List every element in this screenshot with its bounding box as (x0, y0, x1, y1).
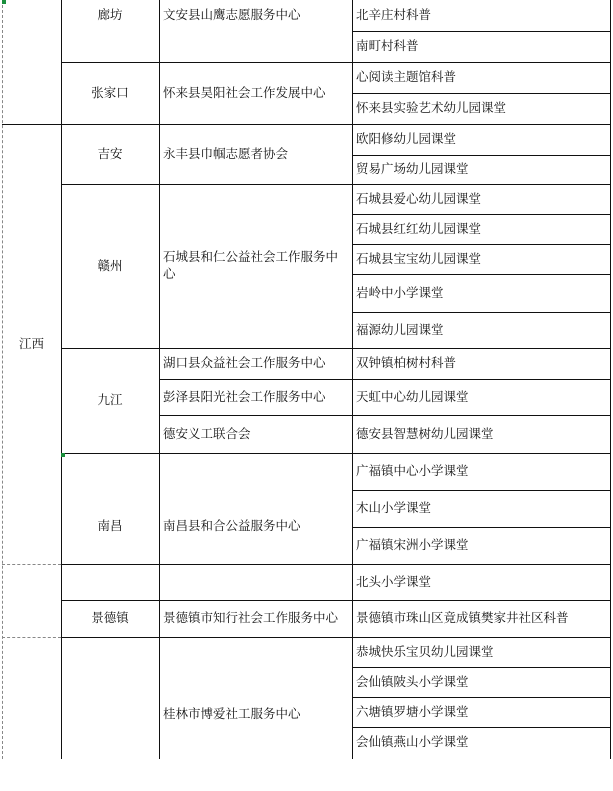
org-cell: 湖口县众益社会工作服务中心 (163, 355, 326, 371)
city-cell: 张家口 (91, 84, 129, 100)
grid-line (2, 637, 61, 638)
city-cell: 赣州 (97, 257, 123, 273)
city-cell: 九江 (97, 392, 123, 408)
project-cell: 怀来县实验艺术幼儿园课堂 (356, 100, 507, 116)
province-cell: 江西 (18, 335, 44, 351)
project-cell: 双钟镇柏树村科普 (356, 355, 457, 371)
project-cell: 景德镇市珠山区竟成镇樊家井社区科普 (356, 610, 569, 626)
project-cell: 欧阳修幼儿园课堂 (356, 131, 457, 147)
org-cell: 永丰县巾帼志愿者协会 (163, 145, 289, 161)
project-cell: 岩岭中小学课堂 (356, 284, 444, 300)
project-cell: 石城县宝宝幼儿园课堂 (356, 250, 482, 266)
org-cell: 怀来县昊阳社会工作发展中心 (163, 84, 326, 100)
project-cell: 福源幼儿园课堂 (356, 321, 444, 337)
org-cell: 桂林市博爱社工服务中心 (163, 705, 301, 721)
project-cell: 天虹中心幼儿园课堂 (356, 388, 469, 404)
city-cell: 景德镇 (91, 610, 129, 626)
project-cell: 木山小学课堂 (356, 500, 432, 516)
project-cell: 北头小学课堂 (356, 573, 432, 589)
project-cell: 广福镇中心小学课堂 (356, 463, 469, 479)
project-cell: 德安县智慧树幼儿园课堂 (356, 425, 494, 441)
project-cell: 石城县红红幼儿园课堂 (356, 220, 482, 236)
project-cell: 会仙镇陂头小学课堂 (356, 673, 469, 689)
grid-line (2, 564, 61, 565)
project-cell: 六塘镇罗塘小学课堂 (356, 703, 469, 719)
project-cell: 贸易广场幼儿园课堂 (356, 161, 469, 177)
project-cell: 南町村科普 (356, 38, 419, 54)
cell-marker (2, 0, 6, 4)
project-cell: 会仙镇燕山小学课堂 (356, 733, 469, 749)
project-cell: 石城县爱心幼儿园课堂 (356, 190, 482, 206)
org-cell: 德安义工联合会 (163, 425, 251, 441)
project-cell: 北辛庄村科普 (356, 7, 432, 23)
city-cell: 廊坊 (97, 7, 123, 23)
project-cell: 心阅读主题馆科普 (356, 69, 457, 85)
org-cell: 南昌县和合公益服务中心 (163, 518, 301, 534)
city-cell: 吉安 (97, 145, 123, 161)
org-cell: 石城县和仁公益社会工作服务中心 (163, 249, 339, 281)
project-cell: 广福镇宋洲小学课堂 (356, 537, 469, 553)
project-cell: 恭城快乐宝贝幼儿园课堂 (356, 643, 494, 659)
org-cell: 彭泽县阳光社会工作服务中心 (163, 388, 326, 404)
city-cell: 南昌 (97, 518, 123, 534)
org-cell: 景德镇市知行社会工作服务中心 (163, 610, 339, 626)
org-cell: 文安县山鹰志愿服务中心 (163, 7, 301, 23)
